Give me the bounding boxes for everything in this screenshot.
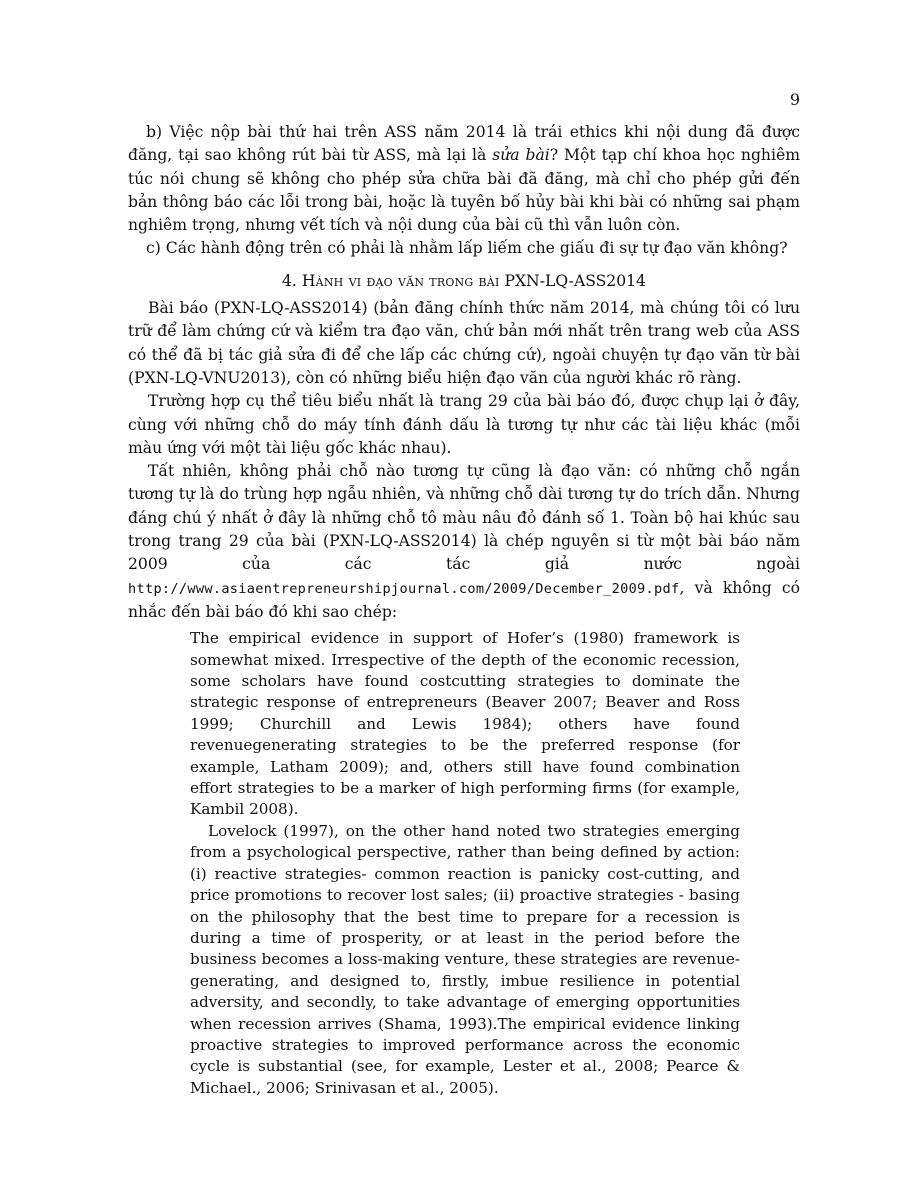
paragraph-b-text-2: ? Một tạp chí khoa học nghiêm túc nói chung sẽ không cho phép sửa chữa bài đã đăng, mà chỉ cho phép gửi đến bản thông báo các lỗi trong bài, hoặc là tuyên bố hủy bài khi bài có những sai phạm nghiêm trọng, nhưng vết tích và nội dung của bài cũ thì vẫn luôn còn. [128,146,800,235]
paragraph-b-emphasis: sửa bài [492,146,550,165]
paragraph-1: Bài báo (PXN-LQ-ASS2014) (bản đăng chính thức năm 2014, mà chúng tôi có lưu trữ để làm chứng cứ và kiểm tra đạo văn, chứ bản mới nhất trên trang web của ASS có thể đã bị tác giả sửa đi để che lấp các chứng cứ), ngoài chuyện tự đạo văn từ bài (PXN-LQ-VNU2013), còn có những biểu hiện đạo văn của người khác rõ ràng. [128,299,800,387]
section-title-code: PXN-LQ-ASS2014 [504,271,646,290]
paragraph-b-text-1: b) Việc nộp bài thứ hai trên ASS năm 2014 là trái ethics khi nội dung đã được đăng, tại sao không rút bài từ ASS, mà lại là [128,123,800,165]
quote-paragraph-1: The empirical evidence in support of Hofer’s (1980) framework is somewhat mixed. Irrespective of the depth of the economic recession, some scholars have found costcutting strategies to dominate the strategic response of entrepreneurs (Beaver 2007; Beaver and Ross 1999; Churchill and Lewis 1984); others have found revenuegenerating strategies to be the preferred response (for example, Latham 2009); and, others still have found combination effort strategies to be a marker of high performing firms (for example, Kambil 2008). [190,629,740,819]
page-body [128,121,800,1099]
section-number: 4. [282,271,297,290]
paragraph-3-text-1: Tất nhiên, không phải chỗ nào tương tự cũng là đạo văn: có những chỗ ngắn tương tự là do trùng hợp ngẫu nhiên, và những chỗ dài tương tự do trích dẫn. Nhưng đáng chú ý nhất ở đây là những chỗ tô màu nâu đỏ đánh số 1. Toàn bộ hai khúc sau trong trang 29 của bài (PXN-LQ-ASS2014) là chép nguyên si từ một bài báo năm 2009 của các tác giả nước ngoài [128,462,800,574]
paragraph-3 [128,460,800,624]
quote-paragraph-2: Lovelock (1997), on the other hand noted two strategies emerging from a psychological perspective, rather than being defined by action: (i) reactive strategies- common reaction is panicky cost-cutting, and price promotions to recover lost sales; (ii) proactive strategies - basing on the philosophy that the best time to prepare for a recession is during a time of prosperity, or at least in the period before the business becomes a loss-making venture, these strategies are revenue-generating, and designed to, firstly, imbue resilience in potential adversity, and secondly, to take advantage of emerging opportunities when recession arrives (Shama, 1993).The empirical evidence linking proactive strategies to improved performance across the economic cycle is substantial (see, for example, Lester et al., 2008; Pearce & Michael., 2006; Srinivasan et al., 2005). [190,821,740,1097]
section-title: Hành vi đạo văn trong bài [301,271,500,290]
paragraph-2: Trường hợp cụ thể tiêu biểu nhất là trang 29 của bài báo đó, được chụp lại ở đây, cùng với những chỗ do máy tính đánh dấu là tương tự như các tài liệu khác (mỗi màu ứng với một tài liệu gốc khác nhau). [128,392,800,457]
paragraph-b [128,121,800,237]
paragraph-3-text-2: , và không có nhắc đến bài báo đó khi sao chép: [128,578,800,621]
block-quote [190,628,740,1099]
source-url-link[interactable]: http://www.asiaentrepreneurshipjournal.com/2009/December_2009.pdf [128,580,680,597]
page-number: 9 [789,90,800,109]
section-heading [128,270,800,293]
paragraph-c: c) Các hành động trên có phải là nhằm lấp liếm che giấu đi sự tự đạo văn không? [146,239,788,258]
